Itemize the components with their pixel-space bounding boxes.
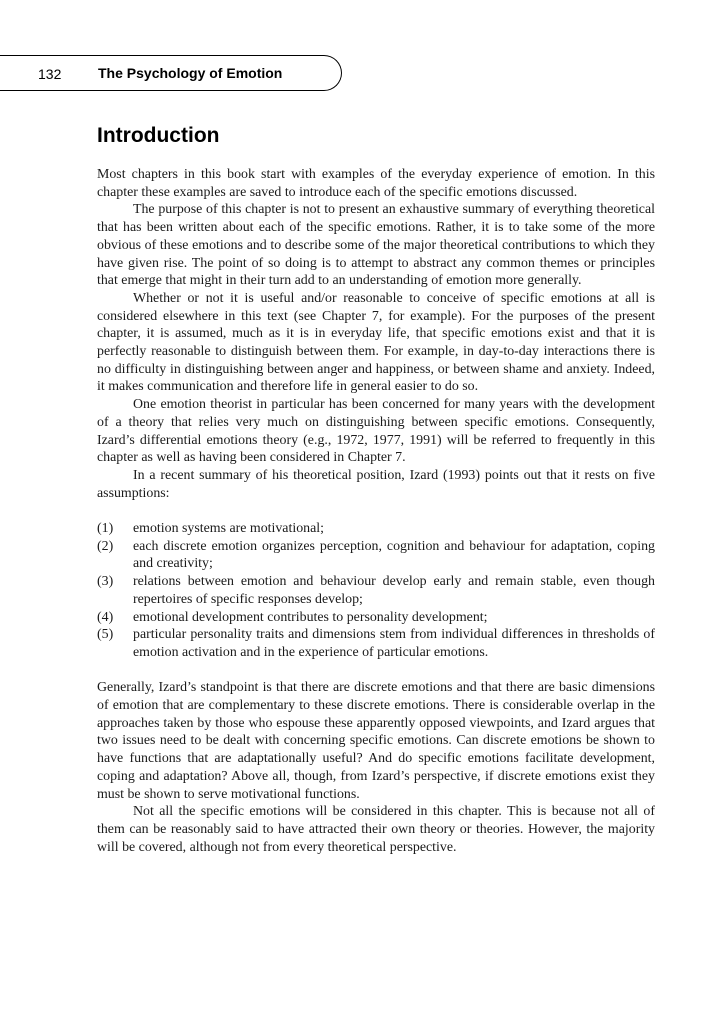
list-item (97, 538, 655, 573)
section-title: Introduction (97, 124, 220, 147)
list-item-number: (5) (97, 627, 114, 643)
running-title: The Psychology of Emotion (98, 65, 283, 81)
list-item-number: (3) (97, 574, 114, 590)
list-item-number: (4) (97, 609, 114, 625)
list-item (97, 520, 655, 538)
paragraph: Most chapters in this book start with examples of the everyday experience of emotion. In this chapter these examples are saved to introduce each of the specific emotions discussed. (97, 167, 655, 200)
paragraph: Generally, Izard’s standpoint is that there are discrete emotions and that there are basic dimensions of emotion that are complementary to these discrete emotions. There is considerable overlap in the approaches taken by those who espouse these apparently opposed viewpoints, and Izard argues that two issues need to be dealt with concerning specific emotions. Can discrete emotions be shown to have functions that are adaptationally useful? And do specific emotions facilitate development, coping and adaptation? Above all, though, from Izard’s perspective, if discrete emotions exist they must be shown to serve motivational functions. (97, 680, 655, 802)
list-item-number: (2) (97, 538, 114, 554)
list-item-text: emotion systems are motivational; (133, 521, 324, 537)
list-item (97, 626, 655, 661)
paragraph: One emotion theorist in particular has been concerned for many years with the development of a theory that relies very much on distinguishing between specific emotions. Consequently, Izard’s differential emotions theory (e.g., 1972, 1977, 1991) will be referred to frequently in this chapter as well as having been considered in Chapter 7. (97, 397, 655, 466)
list-item-number: (1) (97, 521, 114, 537)
list-item-text: emotional development contributes to personality development; (133, 609, 488, 625)
page-number: 132 (38, 66, 62, 82)
list-item (97, 609, 655, 627)
list-item (97, 573, 655, 608)
body-text (97, 166, 655, 856)
list-item-text: each discrete emotion organizes perception, cognition and behaviour for adaptation, coping and creativity; (133, 538, 655, 572)
paragraph: Not all the specific emotions will be considered in this chapter. This is because not all of them can be reasonably said to have attracted their own theory or theories. However, the majority will be covered, although not from every theoretical perspective. (97, 804, 655, 855)
paragraph: Whether or not it is useful and/or reasonable to conceive of specific emotions at all is considered elsewhere in this text (see Chapter 7, for example). For the purposes of the present chapter, it is assumed, much as it is in everyday life, that specific emotions exist and that it is perfectly reasonable to distinguish between them. For example, in day-to-day interactions there is no difficulty in distinguishing between anger and happiness, or between shame and anxiety. Indeed, it makes communication and therefore life in general easier to do so. (97, 290, 655, 395)
list-item-text: relations between emotion and behaviour develop early and remain stable, even though repertoires of specific responses develop; (133, 574, 655, 607)
assumptions-list (97, 520, 655, 662)
list-item-text: particular personality traits and dimensions stem from individual differences in thresholds of emotion activation and in the experience of particular emotions. (133, 627, 655, 660)
paragraph: In a recent summary of his theoretical position, Izard (1993) points out that it rests on five assumptions: (97, 467, 655, 501)
paragraph: The purpose of this chapter is not to present an exhaustive summary of everything theoretical that has been written about each of the specific emotions. Rather, it is to take some of the more obvious of these emotions and to describe some of the major theoretical contributions to which they have given rise. The point of so doing is to attempt to abstract any common themes or principles that emerge that might in their turn add to an understanding of emotion more generally. (97, 202, 655, 289)
